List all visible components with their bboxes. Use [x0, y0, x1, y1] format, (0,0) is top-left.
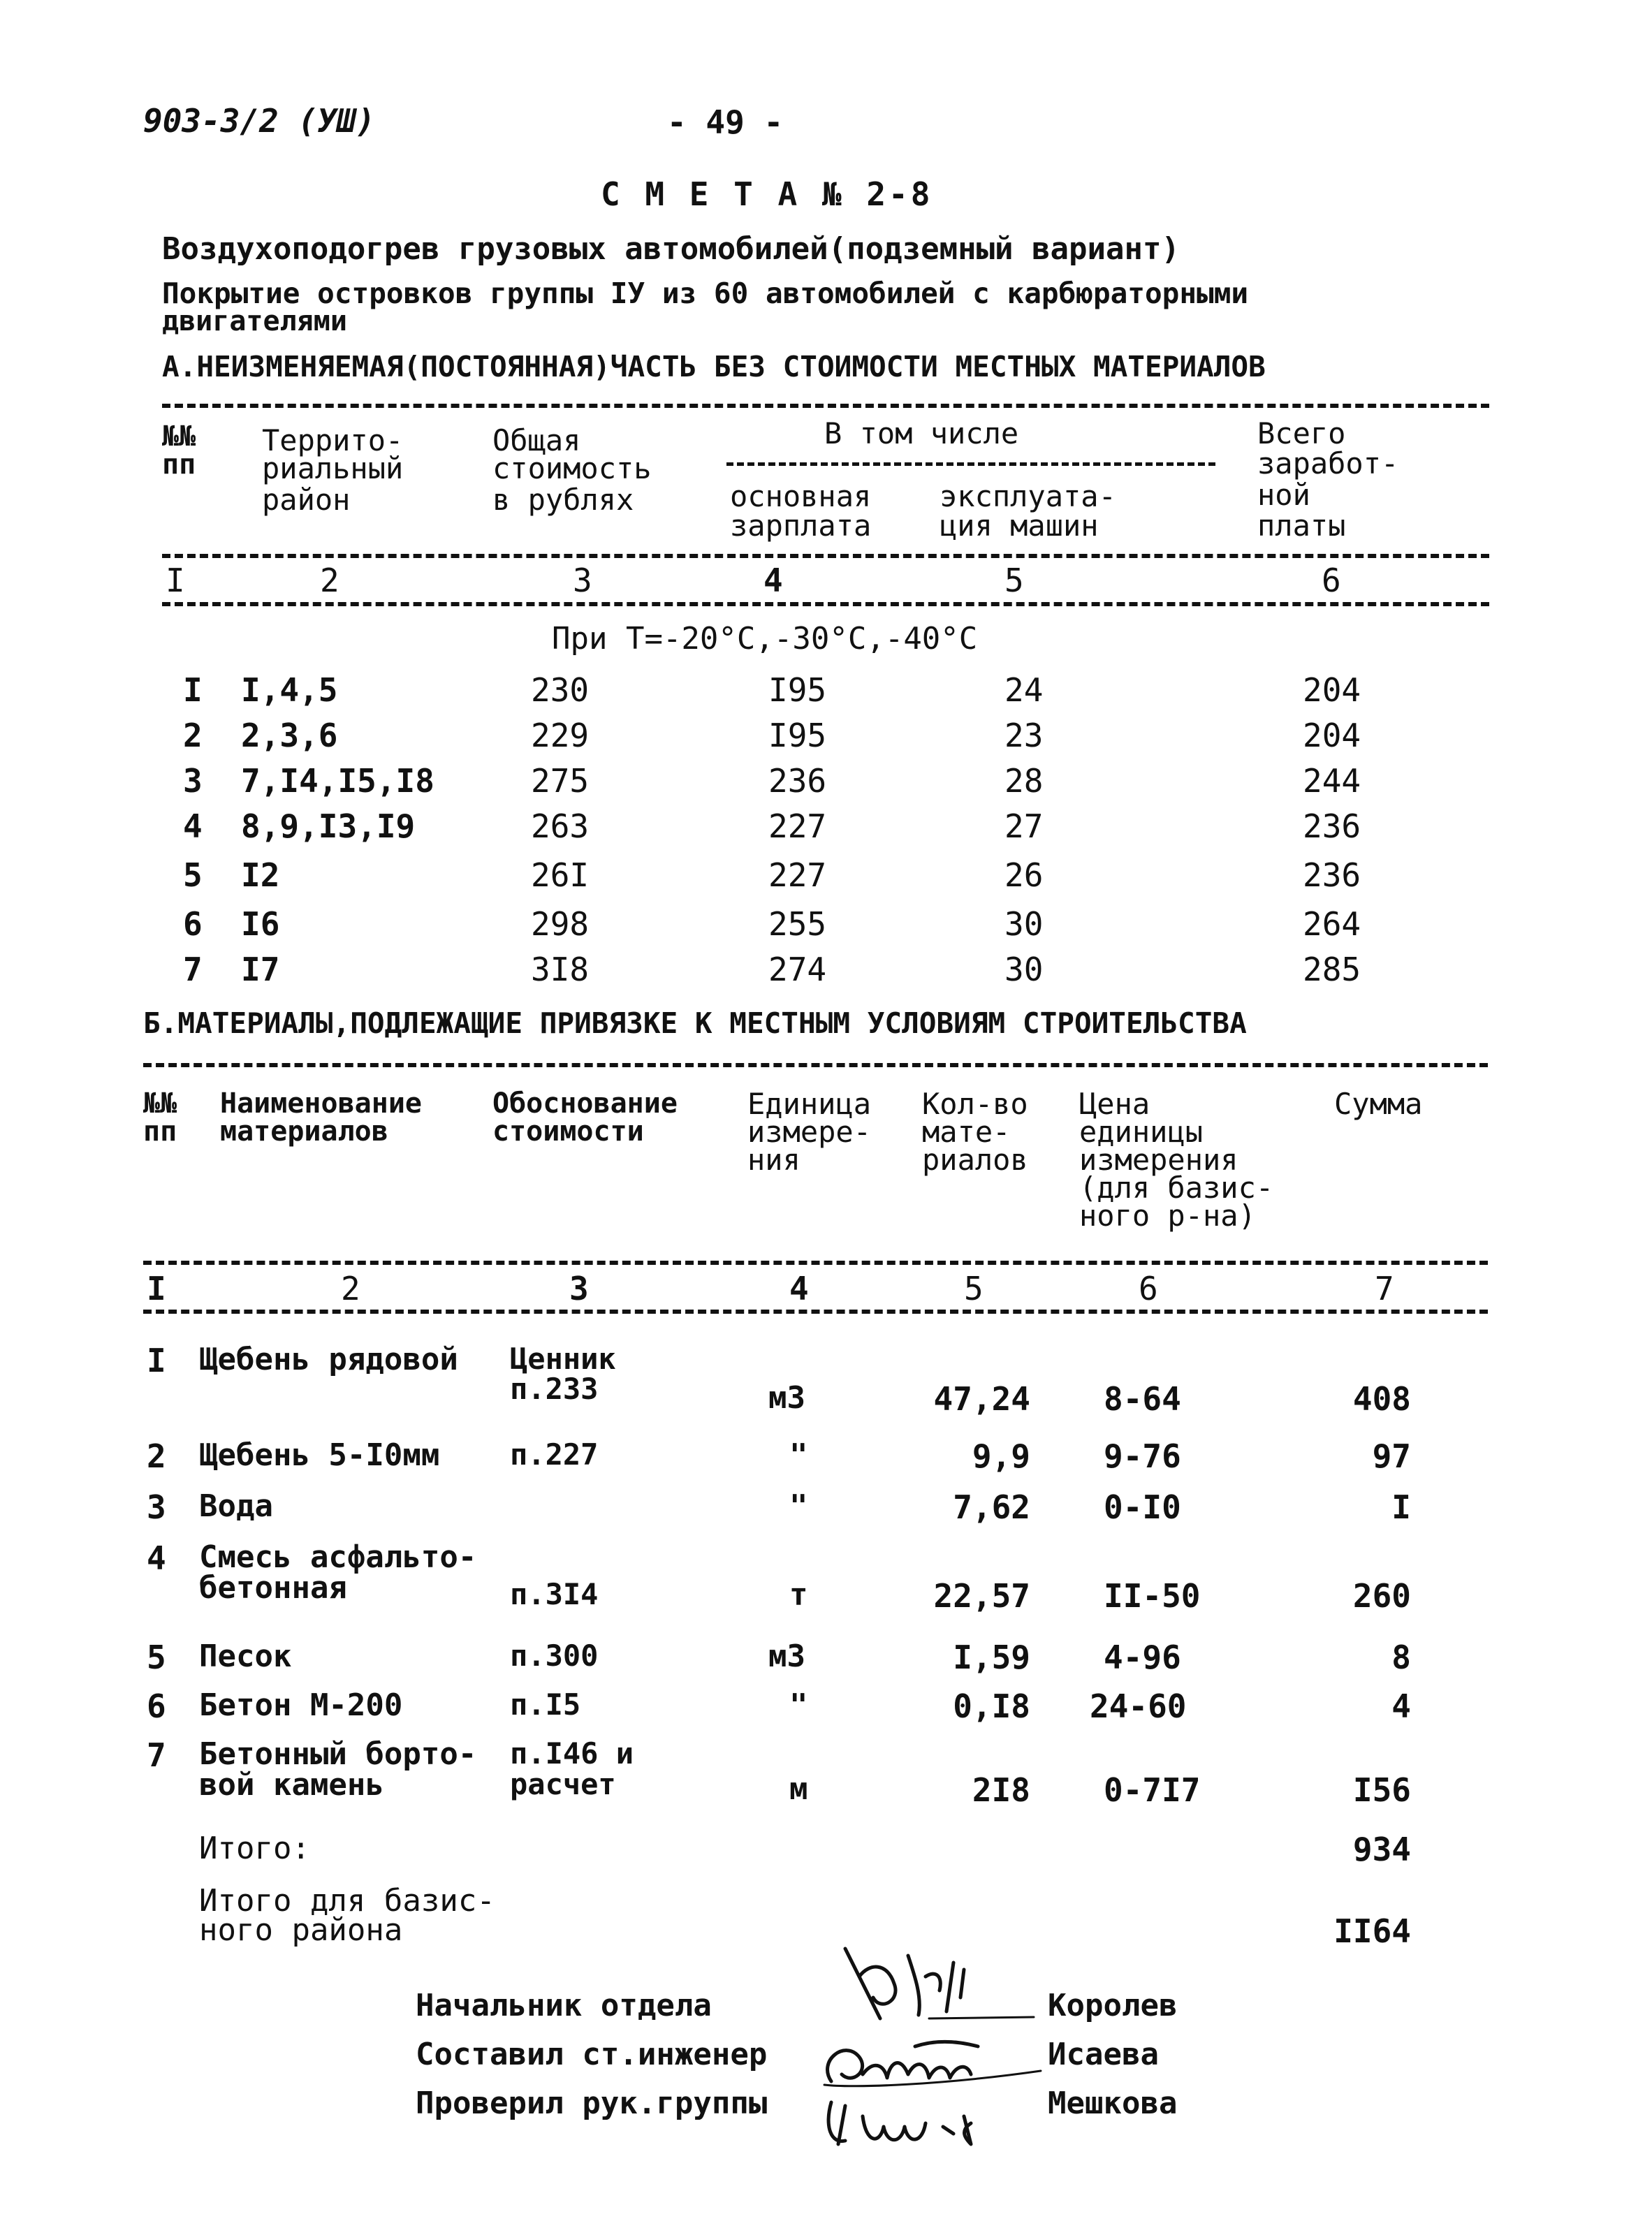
total-cost: 3I8 — [531, 951, 590, 988]
col-num: 3 — [569, 1270, 589, 1307]
unit: " — [789, 1437, 808, 1473]
quantity: 2I8 — [972, 1771, 1030, 1809]
divider — [143, 1310, 1488, 1314]
header-num-2: пп — [143, 1115, 177, 1148]
header-basis-2: стоимости — [492, 1115, 644, 1148]
quantity: 7,62 — [953, 1488, 1030, 1526]
sum: 260 — [1352, 1577, 1411, 1615]
wage: 227 — [768, 807, 827, 845]
col-num: I — [147, 1270, 166, 1307]
header-wage-2: зарплата — [730, 508, 872, 543]
row-number: 2 — [183, 717, 203, 754]
machines: 23 — [1004, 717, 1044, 754]
machines: 28 — [1004, 762, 1044, 800]
row-number: 3 — [147, 1488, 166, 1526]
header-total-wage-1: Всего — [1257, 416, 1346, 450]
col-num: I — [166, 562, 185, 599]
header-unit-2: измере- — [747, 1115, 872, 1149]
material-name-line-1: Смесь асфальто- — [199, 1539, 477, 1575]
col-num: 7 — [1375, 1270, 1394, 1307]
row-number: 6 — [147, 1687, 166, 1725]
section-a-title: А.НЕИЗМЕНЯЕМАЯ(ПОСТОЯННАЯ)ЧАСТЬ БЕЗ СТОИМОСТИ МЕСТНЫХ МАТЕРИАЛОВ — [162, 350, 1266, 383]
col-num: 5 — [964, 1270, 984, 1307]
header-machines-1: эксплуата- — [940, 479, 1116, 513]
sum: 408 — [1352, 1380, 1411, 1418]
total-cost: 229 — [531, 717, 590, 754]
col-num: 4 — [789, 1270, 809, 1307]
header-region-1: Террито- — [262, 423, 404, 457]
unit: т — [789, 1577, 808, 1613]
subtitle-line-1: Воздухоподогрев грузовых автомобилей(подземный вариант) — [162, 231, 1180, 267]
wage: I95 — [768, 671, 827, 709]
signature-role: Составил ст.инженер — [416, 2037, 768, 2072]
unit-price: 4-96 — [1104, 1639, 1181, 1676]
material-name: Песок — [199, 1639, 292, 1674]
signature-role: Проверил рук.группы — [416, 2086, 768, 2121]
total-wage: 236 — [1303, 807, 1361, 845]
subtitle-line-3: двигателями — [162, 305, 347, 337]
unit: " — [789, 1687, 808, 1723]
section-b-title: Б.МАТЕРИАЛЫ,ПОДЛЕЖАЩИЕ ПРИВЯЗКЕ К МЕСТНЫМ УСЛОВИЯМ СТРОИТЕЛЬСТВА — [143, 1006, 1247, 1040]
signature-role: Начальник отдела — [416, 1988, 712, 2023]
col-num: 3 — [573, 562, 592, 599]
basis-line-1: п.300 — [510, 1639, 599, 1673]
material-name-line-1: Бетонный борто- — [199, 1736, 477, 1772]
region: I6 — [241, 905, 280, 943]
unit-price: II-50 — [1104, 1577, 1201, 1615]
sum: 8 — [1391, 1639, 1411, 1676]
total-label: Итого: — [199, 1831, 310, 1866]
unit: м — [789, 1771, 808, 1807]
header-unit-3: ния — [747, 1143, 801, 1177]
quantity: I,59 — [953, 1639, 1030, 1676]
header-price-1: Цена — [1079, 1087, 1150, 1121]
page-number: - 49 - — [667, 103, 784, 141]
divider — [162, 554, 1489, 558]
total-cost: 298 — [531, 905, 590, 943]
quantity: 0,I8 — [953, 1687, 1030, 1725]
sum: I56 — [1352, 1771, 1411, 1809]
unit: " — [789, 1488, 808, 1524]
row-number: 4 — [147, 1539, 166, 1577]
header-qty-2: мате- — [922, 1115, 1011, 1149]
unit: м3 — [768, 1639, 805, 1674]
header-wage-1: основная — [730, 479, 872, 513]
header-num-1: №№ — [162, 420, 196, 453]
header-basis-1: Обоснование — [492, 1087, 678, 1120]
header-region-3: район — [262, 483, 351, 517]
total-value: 934 — [1352, 1831, 1411, 1868]
region: I7 — [241, 951, 280, 988]
region: I,4,5 — [241, 671, 338, 709]
material-name: Вода — [199, 1488, 273, 1524]
quantity: 9,9 — [972, 1437, 1030, 1475]
total-wage: 285 — [1303, 951, 1361, 988]
header-name-2: материалов — [220, 1115, 388, 1148]
wage: 255 — [768, 905, 827, 943]
unit-price: 24-60 — [1090, 1687, 1187, 1725]
row-number: 2 — [147, 1437, 166, 1475]
subtitle-line-2: Покрытие островков группы IУ из 60 автомобилей с карбюраторными — [162, 277, 1249, 310]
header-total-3: в рублях — [492, 483, 634, 517]
divider — [726, 462, 1215, 466]
page-title: С М Е Т А № 2-8 — [601, 175, 933, 213]
machines: 27 — [1004, 807, 1044, 845]
header-total-wage-3: ной — [1257, 478, 1310, 512]
sum: 4 — [1391, 1687, 1411, 1725]
region: 8,9,I3,I9 — [241, 807, 416, 845]
total-base-label-2: ного района — [199, 1912, 403, 1948]
total-wage: 244 — [1303, 762, 1361, 800]
material-name-line-2: вой камень — [199, 1767, 384, 1803]
total-wage: 264 — [1303, 905, 1361, 943]
header-price-3: измерения — [1079, 1143, 1238, 1177]
unit: м3 — [768, 1380, 805, 1416]
header-num-2: пп — [162, 448, 196, 481]
header-qty-3: риалов — [922, 1143, 1028, 1177]
row-number: 3 — [183, 762, 203, 800]
col-num: 5 — [1004, 562, 1024, 599]
material-name: Щебень 5-I0мм — [199, 1437, 440, 1473]
header-num-1: №№ — [143, 1087, 177, 1120]
document-code: 903-3/2 (УШ) — [143, 102, 376, 140]
col-num: 2 — [320, 562, 339, 599]
basis-line-1: п.227 — [510, 1437, 599, 1472]
header-total-wage-2: заработ- — [1257, 446, 1399, 481]
material-name: Щебень рядовой — [199, 1342, 458, 1377]
basis-line-1: п.3I4 — [510, 1577, 599, 1611]
basis-line-2: п.233 — [510, 1372, 599, 1406]
machines: 30 — [1004, 951, 1044, 988]
header-qty-1: Кол-во — [922, 1087, 1028, 1121]
wage: I95 — [768, 717, 827, 754]
header-total-2: стоимость — [492, 451, 652, 485]
header-price-4: (для базис- — [1079, 1171, 1274, 1205]
divider — [143, 1261, 1488, 1265]
col-num: 6 — [1139, 1270, 1158, 1307]
region: 7,I4,I5,I8 — [241, 762, 434, 800]
region: 2,3,6 — [241, 717, 338, 754]
col-num: 4 — [763, 562, 783, 599]
basis-line-1: п.I46 и — [510, 1736, 634, 1771]
total-cost: 275 — [531, 762, 590, 800]
handwritten-signatures — [803, 1935, 1055, 2158]
region: I2 — [241, 856, 280, 894]
material-name-line-2: бетонная — [199, 1570, 347, 1606]
wage: 236 — [768, 762, 827, 800]
header-machines-2: ция машин — [940, 508, 1099, 543]
total-base-label-1: Итого для базис- — [199, 1883, 495, 1919]
header-total-1: Общая — [492, 423, 581, 457]
header-name-1: Наименование — [220, 1087, 422, 1120]
unit-price: 0-7I7 — [1104, 1771, 1201, 1809]
signature-name: Королев — [1048, 1988, 1178, 2023]
divider — [162, 602, 1489, 606]
divider — [143, 1063, 1488, 1067]
header-region-2: риальный — [262, 451, 404, 485]
total-cost: 26I — [531, 856, 590, 894]
header-including: В том числе — [824, 416, 1019, 450]
basis-line-1: Ценник — [510, 1342, 616, 1376]
total-cost: 263 — [531, 807, 590, 845]
unit-price: 9-76 — [1104, 1437, 1181, 1475]
row-number: I — [147, 1342, 166, 1379]
row-number: 5 — [147, 1639, 166, 1676]
total-wage: 236 — [1303, 856, 1361, 894]
row-number: 5 — [183, 856, 203, 894]
signature-name: Мешкова — [1048, 2086, 1178, 2121]
basis-line-2: расчет — [510, 1767, 616, 1801]
unit-price: 0-I0 — [1104, 1488, 1181, 1526]
header-price-2: единицы — [1079, 1115, 1204, 1149]
wage: 274 — [768, 951, 827, 988]
row-number: 7 — [147, 1736, 166, 1774]
row-number: 7 — [183, 951, 203, 988]
col-num: 2 — [341, 1270, 360, 1307]
sum: I — [1391, 1488, 1411, 1526]
col-num: 6 — [1322, 562, 1341, 599]
sum: 97 — [1372, 1437, 1411, 1475]
row-number: I — [183, 671, 203, 709]
machines: 26 — [1004, 856, 1044, 894]
signature-name: Исаева — [1048, 2037, 1159, 2072]
quantity: 47,24 — [933, 1380, 1030, 1418]
total-wage: 204 — [1303, 717, 1361, 754]
wage: 227 — [768, 856, 827, 894]
total-base-value: II64 — [1333, 1912, 1411, 1950]
header-sum: Сумма — [1334, 1087, 1423, 1121]
quantity: 22,57 — [933, 1577, 1030, 1615]
header-total-wage-4: платы — [1257, 508, 1346, 543]
row-number: 6 — [183, 905, 203, 943]
total-wage: 204 — [1303, 671, 1361, 709]
divider — [162, 404, 1489, 408]
header-price-5: ного р-на) — [1079, 1199, 1256, 1233]
header-unit-1: Единица — [747, 1087, 872, 1121]
temperature-condition: При Т=-20°С,-30°С,-40°С — [552, 621, 978, 657]
unit-price: 8-64 — [1104, 1380, 1181, 1418]
total-cost: 230 — [531, 671, 590, 709]
row-number: 4 — [183, 807, 203, 845]
machines: 24 — [1004, 671, 1044, 709]
basis-line-1: п.I5 — [510, 1687, 581, 1722]
material-name: Бетон М-200 — [199, 1687, 403, 1723]
machines: 30 — [1004, 905, 1044, 943]
